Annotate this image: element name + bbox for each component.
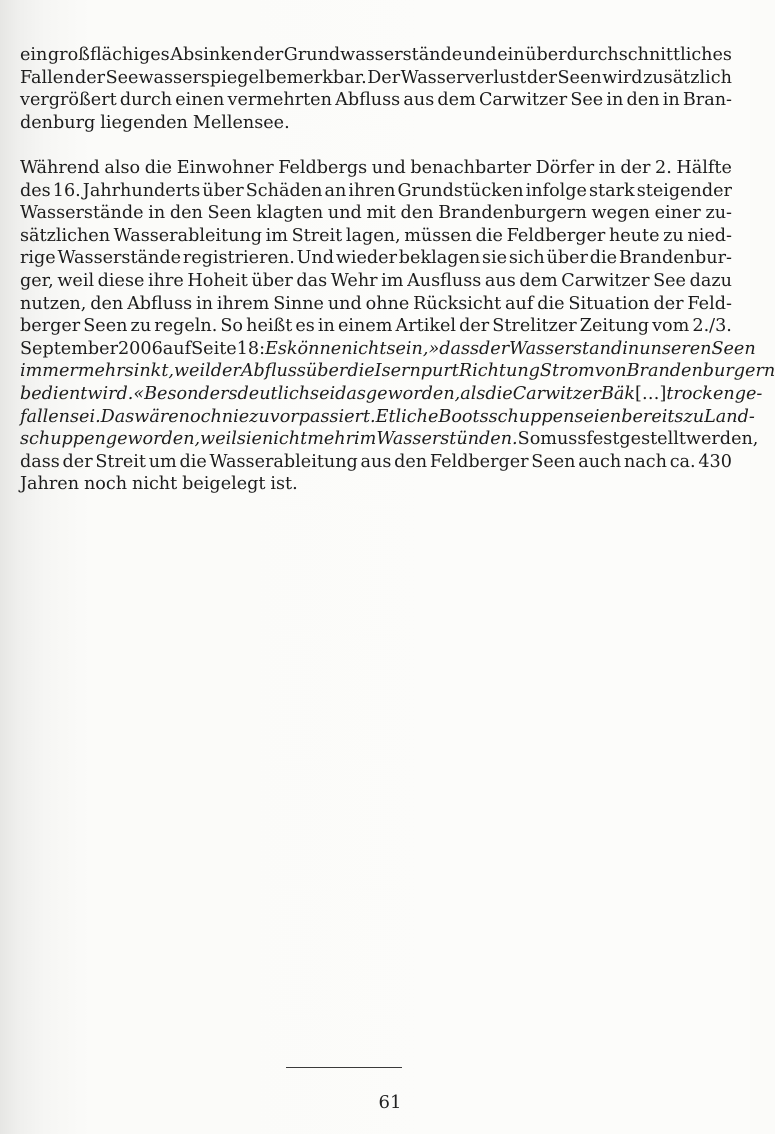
word: ihre: [148, 270, 184, 291]
word: diese: [97, 270, 145, 291]
word: die: [475, 225, 503, 246]
text-line: [20, 428, 759, 451]
word: ein: [497, 45, 525, 65]
word: Zeitung: [579, 316, 649, 337]
word: der: [620, 157, 651, 178]
word: nicht: [261, 429, 308, 450]
word: Seewasserspiegel: [105, 67, 265, 88]
word: bemerkbar.: [265, 67, 367, 88]
word: trocken: [666, 383, 735, 404]
word: die: [144, 157, 173, 178]
word: großflächiges: [47, 45, 170, 65]
word: wird.«: [87, 383, 145, 404]
word: deutlich: [237, 383, 311, 404]
word: den: [400, 203, 434, 224]
word: Ausfluss: [407, 270, 482, 291]
word: aus: [484, 270, 516, 291]
word: See: [653, 270, 686, 291]
word: September: [20, 338, 118, 359]
word: sie: [236, 429, 262, 450]
body-text: [20, 44, 775, 496]
word: Carwitzer: [561, 270, 650, 291]
word: dass: [20, 451, 60, 472]
word: sein,: [386, 338, 429, 359]
word: Schäden: [245, 180, 323, 201]
word: Seen: [711, 338, 756, 359]
word: im: [381, 270, 404, 291]
word: nie: [221, 406, 250, 427]
word: Brandenburgern: [438, 203, 587, 224]
word: Sinne: [273, 293, 324, 314]
word: Grundstücken: [397, 180, 524, 201]
text-line: [20, 247, 732, 270]
word: Bäk[…]: [600, 383, 667, 404]
word: passiert.: [298, 406, 376, 427]
word: in: [606, 90, 624, 111]
word: die: [179, 451, 207, 472]
word: beklagen: [398, 248, 481, 269]
word: Mellensee.: [192, 112, 290, 133]
word: mehr: [307, 429, 355, 450]
word: Carwitzer: [478, 90, 568, 111]
word: Carwitzer: [512, 383, 601, 404]
word: mit: [366, 203, 396, 224]
text-line: [20, 338, 756, 361]
word: 2./3.: [692, 316, 732, 337]
word: denburg: [20, 112, 96, 133]
word: des: [20, 180, 51, 201]
word: also: [104, 157, 141, 178]
word: geworden,: [365, 383, 461, 404]
word: Bran-: [682, 90, 732, 111]
word: Brandenburgern: [626, 361, 775, 382]
word: registrieren.: [182, 248, 295, 269]
word: liegenden: [100, 112, 188, 133]
word: Brandenbur-: [618, 248, 732, 269]
word: 2006: [117, 338, 163, 359]
word: Wasserstände: [57, 248, 182, 269]
word: Wasserableitung: [113, 225, 263, 246]
word: nach: [623, 451, 667, 472]
word: auch: [578, 451, 622, 472]
word: die: [485, 383, 513, 404]
word: heißt: [246, 316, 293, 337]
word: Seen: [531, 451, 576, 472]
word: 16.: [52, 180, 81, 201]
word: ihrem: [216, 293, 270, 314]
word: immer: [20, 361, 78, 382]
word: nicht: [131, 474, 178, 495]
word: und: [371, 157, 406, 178]
word: über: [202, 180, 244, 201]
page-number: 61: [378, 1092, 402, 1113]
word: mehr: [77, 361, 125, 382]
word: »dass: [428, 338, 480, 359]
word: Und: [296, 248, 335, 269]
word: dem: [437, 90, 476, 111]
word: wird: [602, 67, 643, 88]
word: unseren: [639, 338, 712, 359]
word: stark: [589, 180, 635, 201]
word: über: [251, 270, 293, 291]
word: zusätzlich: [643, 67, 732, 88]
word: vom: [652, 316, 690, 337]
word: Das: [100, 406, 135, 427]
word: das: [335, 383, 366, 404]
word: um: [148, 451, 177, 472]
word: einen: [175, 90, 225, 111]
word: weil: [173, 361, 211, 382]
word: zu: [130, 316, 152, 337]
word: Rücksicht: [413, 293, 502, 314]
word: geworden,: [105, 429, 201, 450]
word: Jahrhunderts: [82, 180, 201, 201]
word: den: [169, 203, 203, 224]
word: der: [253, 45, 284, 65]
word: aus: [360, 451, 392, 472]
word: seien: [574, 406, 622, 427]
word: dem: [519, 270, 558, 291]
word: sei.: [70, 406, 101, 427]
word: auf: [162, 338, 192, 359]
word: schuppen: [20, 429, 106, 450]
word: 2.: [655, 157, 672, 178]
word: beigelegt: [182, 474, 266, 495]
word: Wasserstand: [509, 338, 623, 359]
word: der: [526, 67, 557, 88]
text-line: [20, 44, 732, 67]
word: sei: [310, 383, 336, 404]
word: vermehrten: [227, 90, 332, 111]
word: Seen: [557, 67, 602, 88]
word: im: [265, 225, 288, 246]
footer-rule: [286, 1067, 402, 1068]
word: über: [305, 361, 348, 382]
word: lagen,: [345, 225, 401, 246]
word: Feldberger: [429, 451, 529, 472]
word: die: [537, 293, 565, 314]
word: einer: [654, 203, 701, 224]
word: der: [479, 338, 510, 359]
text-line: [20, 225, 732, 248]
word: ger,: [20, 270, 54, 291]
word: Wasserverlust: [400, 67, 527, 88]
word: berger: [20, 316, 81, 337]
word: sätzlichen: [20, 225, 111, 246]
word: nutzen,: [20, 293, 87, 314]
word: Einwohner: [176, 157, 274, 178]
word: 18:Es: [236, 338, 287, 359]
text-line: [20, 473, 732, 496]
word: ge-: [734, 383, 763, 404]
word: und: [462, 45, 497, 65]
word: von: [594, 361, 627, 382]
word: infolge: [525, 180, 587, 201]
word: und: [327, 293, 362, 314]
text-line: [20, 451, 732, 474]
word: Feldbergs: [278, 157, 368, 178]
word: weil: [200, 429, 237, 450]
word: zu-: [705, 203, 732, 224]
word: Abfluss: [127, 293, 193, 314]
word: vergrößert: [20, 90, 117, 111]
word: klagten: [256, 203, 324, 224]
word: Feldberger: [506, 225, 606, 246]
word: Während: [20, 157, 100, 178]
word: Jahren: [20, 474, 80, 495]
word: So: [220, 316, 244, 337]
text-line: [20, 67, 732, 90]
text-line: [20, 270, 732, 293]
word: über: [546, 248, 588, 269]
word: im: [354, 429, 377, 450]
word: könne: [286, 338, 342, 359]
word: Land-: [704, 406, 755, 427]
word: die: [589, 248, 618, 269]
word: müssen: [404, 225, 473, 246]
word: es: [295, 316, 315, 337]
word: zuvor: [249, 406, 299, 427]
word: durch: [119, 90, 173, 111]
word: werden,: [685, 429, 759, 450]
word: dazu: [689, 270, 732, 291]
word: heute: [608, 225, 660, 246]
word: Abfluss: [240, 361, 306, 382]
word: Seen: [207, 203, 252, 224]
word: in: [598, 157, 616, 178]
word: Der: [367, 67, 401, 88]
word: der: [459, 316, 490, 337]
word: Bootsschuppen: [438, 406, 575, 427]
word: Wasser: [376, 429, 441, 450]
word: und: [327, 203, 362, 224]
word: See: [570, 90, 604, 111]
word: einem: [337, 316, 393, 337]
word: noch: [83, 474, 128, 495]
word: benachbarter: [410, 157, 532, 178]
text-line: [20, 89, 732, 112]
word: Hälfte: [676, 157, 732, 178]
word: sie: [482, 248, 508, 269]
word: So: [517, 429, 541, 450]
word: Hoheit: [187, 270, 248, 291]
word: den: [90, 293, 124, 314]
word: der: [210, 361, 241, 382]
word: ca.: [669, 451, 696, 472]
word: regeln.: [154, 316, 218, 337]
word: Grundwasserstände: [283, 45, 463, 65]
text-line: [20, 293, 732, 316]
word: Feld-: [687, 293, 732, 314]
word: Dörfer: [535, 157, 595, 178]
word: in: [317, 316, 335, 337]
paragraph-gap: [20, 134, 732, 157]
word: das: [296, 270, 328, 291]
word: stünden.: [440, 429, 518, 450]
word: Wasserableitung: [209, 451, 358, 472]
word: Fallen: [20, 67, 75, 88]
text-line: [20, 112, 732, 135]
word: Seen: [83, 316, 128, 337]
word: der: [75, 67, 106, 88]
text-line: [20, 202, 732, 225]
word: sich: [508, 248, 545, 269]
text-line: [20, 180, 732, 203]
word: bedient: [20, 383, 88, 404]
word: Wasserstände: [20, 203, 144, 224]
word: sinkt,: [124, 361, 174, 382]
word: der: [653, 293, 684, 314]
word: festgestellt: [586, 429, 686, 450]
word: Situation: [568, 293, 650, 314]
word: aus: [403, 90, 435, 111]
word: 430: [698, 451, 732, 472]
word: der: [62, 451, 93, 472]
word: Isernpurt: [374, 361, 459, 382]
word: Strelitzer: [492, 316, 577, 337]
word: auf: [505, 293, 534, 314]
word: Wehr: [330, 270, 378, 291]
word: in: [622, 338, 640, 359]
word: Strom: [539, 361, 595, 382]
word: Seite: [191, 338, 237, 359]
text-line: [20, 360, 775, 383]
word: in: [662, 90, 680, 111]
word: fallen: [20, 406, 70, 427]
word: Besonders: [144, 383, 238, 404]
word: Etliche: [375, 406, 439, 427]
word: wieder: [335, 248, 397, 269]
word: rige: [20, 248, 56, 269]
word: zu: [663, 225, 684, 246]
word: an: [324, 180, 347, 201]
word: Richtung: [458, 361, 540, 382]
word: muss: [540, 429, 587, 450]
word: überdurchschnittliches: [525, 45, 732, 65]
word: Streit: [95, 451, 146, 472]
word: Streit: [291, 225, 343, 246]
word: nicht: [341, 338, 387, 359]
word: ein: [20, 45, 48, 65]
word: Artikel: [395, 316, 457, 337]
text-line: [20, 406, 755, 429]
word: steigender: [636, 180, 732, 201]
word: bereits: [621, 406, 684, 427]
text-line: [20, 157, 732, 180]
word: noch: [178, 406, 222, 427]
word: in: [196, 293, 213, 314]
word: wäre: [134, 406, 179, 427]
word: wegen: [591, 203, 650, 224]
word: in: [148, 203, 166, 224]
text-line: [20, 383, 763, 406]
word: zu: [683, 406, 705, 427]
word: weil: [57, 270, 95, 291]
word: ihren: [348, 180, 396, 201]
word: Absinken: [170, 45, 253, 65]
word: die: [347, 361, 375, 382]
word: ist.: [270, 474, 298, 495]
word: als: [460, 383, 486, 404]
word: ohne: [365, 293, 410, 314]
text-line: [20, 315, 732, 338]
word: den: [394, 451, 428, 472]
word: Abfluss: [335, 90, 401, 111]
word: nied-: [687, 225, 732, 246]
word: den: [626, 90, 660, 111]
